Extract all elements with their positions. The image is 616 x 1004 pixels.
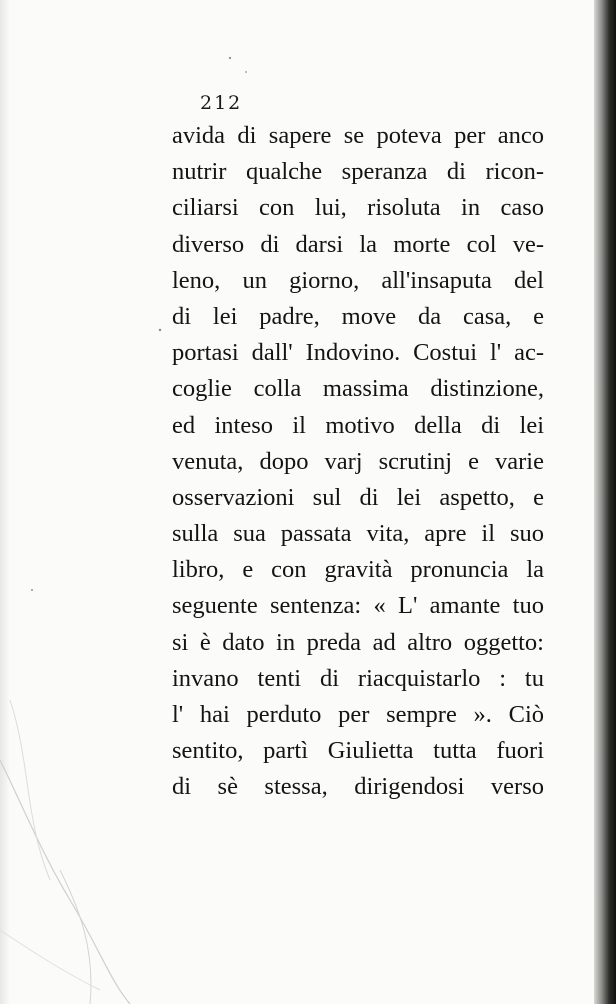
text-line: venuta, dopo varj scrutinj e varie [172, 447, 544, 475]
text-line: coglie colla massima distinzione, [172, 375, 544, 403]
page-number: 212 [200, 92, 243, 114]
text-line: avida di sapere se poteva per anco [172, 122, 544, 149]
text-line: sulla sua passata vita, apre il suo [172, 520, 544, 548]
body-text [172, 118, 544, 806]
text-line: libro, e con gravità pronuncia la [172, 556, 544, 584]
text-line: diverso di darsi la morte col ve- [172, 230, 544, 258]
text-line: sentito, partì Giulietta tutta fuori [172, 737, 544, 765]
text-line: nutrir qualche speranza di ricon- [172, 158, 544, 186]
text-line: si è dato in preda ad altro oggetto: [172, 628, 544, 656]
text-line: di lei padre, move da casa, e [172, 302, 544, 330]
text-line: di sè stessa, dirigendosi verso [172, 773, 544, 801]
text-line: l' hai perduto per sempre ». Ciò [172, 701, 544, 728]
text-line: portasi dall' Indovino. Costui l' ac- [172, 339, 544, 367]
text-line: seguente sentenza: « L' amante tuo [172, 592, 544, 620]
text-line: leno, un giorno, all'insaputa del [172, 266, 544, 294]
text-line: osservazioni sul di lei aspetto, e [172, 483, 544, 511]
text-line: invano tenti di riacquistarlo : tu [172, 664, 544, 692]
text-line: ciliarsi con lui, risoluta in caso [172, 194, 544, 222]
book-binding-edge [594, 0, 616, 1004]
text-line: ed inteso il motivo della di lei [172, 411, 544, 439]
